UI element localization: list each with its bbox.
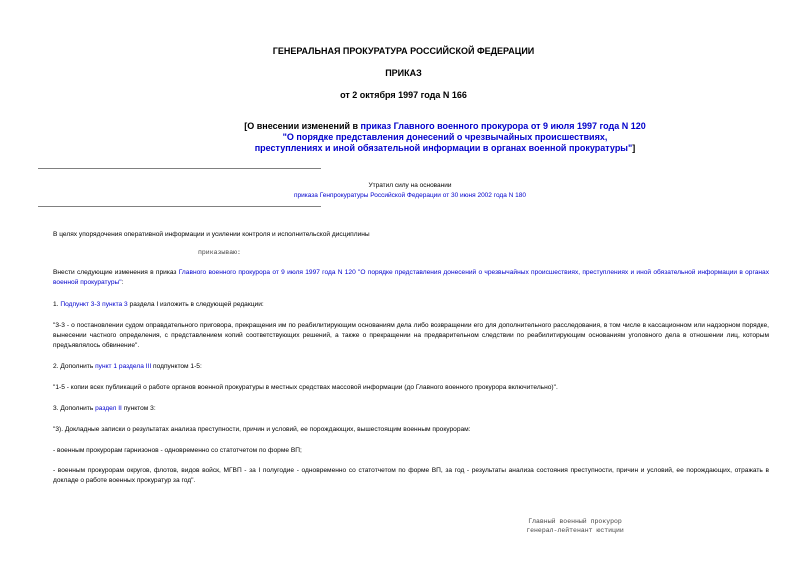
repeal-note-text: Утратил силу на основании — [368, 182, 452, 189]
signature-rank: генерал-лейтенант юстиции — [526, 527, 624, 534]
signature-position: Главный военный прокурор — [528, 518, 622, 525]
repeal-order-link[interactable]: приказа Генпрокуратуры Российской Федерации от 30 июня 2002 года N 180 — [294, 192, 526, 199]
amendment-prefix: Внести следующие изменения в приказ — [53, 269, 179, 276]
item-3-text: пунктом 3: — [121, 405, 156, 412]
item-2-text: подпунктом 1-5: — [151, 363, 202, 370]
amended-order-link[interactable]: Главного военного прокурора от 9 июля 1997 года N 120 "О порядке представления донесений о чрезвычайных происшествиях, преступлениях и иной обязательной информации в органах военной прокуратуры" — [53, 269, 770, 286]
title-order-link-end[interactable]: преступлениях и иной обязательной информации в органах военной прокуратуры" — [254, 143, 633, 153]
item-1-text: раздела I изложить в следующей редакции: — [127, 301, 264, 308]
document-title-line-3 — [120, 143, 770, 154]
item-2-quote: "1-5 - копии всех публикаций о работе органов военной прокуратуры в местных средствах массовой информации (до Главного военного прокурора включительно)". — [53, 384, 558, 391]
repeal-note-line — [150, 191, 670, 200]
intro-paragraph: В целях упорядочения оперативной информации и усилении контроля и исполнительской дисциплины — [53, 231, 370, 238]
item-3 — [53, 404, 156, 413]
paragraph-amendment — [53, 268, 769, 288]
document-title-line-1 — [120, 121, 770, 132]
list-item-districts: - военным прокурорам округов, флотов, видов войск, МГВП - за I полугодие - одновременно со статотчетом по форме ВП, за год - результаты анализа состояния преступности, причин и условий, ее порождающих, отражать в докладе о работе военных прокуратур за год". — [53, 467, 769, 484]
title-prefix: [О внесении изменений в — [244, 121, 361, 131]
item-1-quote: "3-3 - о постановлении судом оправдательного приговора, прекращения им по реабилитирующим основаниям дела либо возвращении его для дополнительного расследования, в том числе в кассационном или надзорном порядке, вынесении частного определения, с представлением копий соответствующих решений, а также о прекращении на предварительном следствии по реабилитирующим основаниям уголовного дела в отношении лиц, которым предъявлялось обвинение". — [53, 322, 769, 349]
document-type-heading: ПРИКАЗ — [385, 68, 422, 78]
item-1-link[interactable]: Подпункт 3-3 пункта 3 — [60, 301, 128, 308]
item-3-link[interactable]: раздел II — [95, 405, 122, 412]
document-date-heading: от 2 октября 1997 года N 166 — [340, 90, 467, 100]
item-2-number: 2. Дополнить — [53, 363, 96, 370]
item-2-link[interactable]: пункт 1 раздела III — [95, 363, 152, 370]
item-3-quote: "3). Докладные записки о результатах анализа преступности, причин и условий, ее порождающих, вышестоящим военным прокурорам: — [53, 426, 471, 433]
item-1 — [53, 300, 264, 309]
divider-bottom — [38, 206, 321, 207]
list-item-garrisons: - военным прокурорам гарнизонов - одновременно со статотчетом по форме ВП; — [53, 447, 302, 454]
title-order-link[interactable]: приказ Главного военного прокурора от 9 июля 1997 года N 120 — [360, 121, 646, 131]
divider-top — [38, 168, 321, 169]
title-order-link-cont[interactable]: "О порядке представления донесений о чрезвычайных происшествиях, — [282, 132, 608, 142]
item-1-number: 1. — [53, 301, 61, 308]
amendment-suffix: : — [121, 279, 124, 286]
title-suffix: ] — [632, 143, 636, 153]
item-2 — [53, 362, 202, 371]
item-3-number: 3. Дополнить — [53, 405, 96, 412]
document-title-line-2 — [120, 132, 770, 143]
organization-heading: ГЕНЕРАЛЬНАЯ ПРОКУРАТУРА РОССИЙСКОЙ ФЕДЕРАЦИИ — [272, 46, 535, 56]
order-word: приказываю: — [198, 249, 241, 256]
